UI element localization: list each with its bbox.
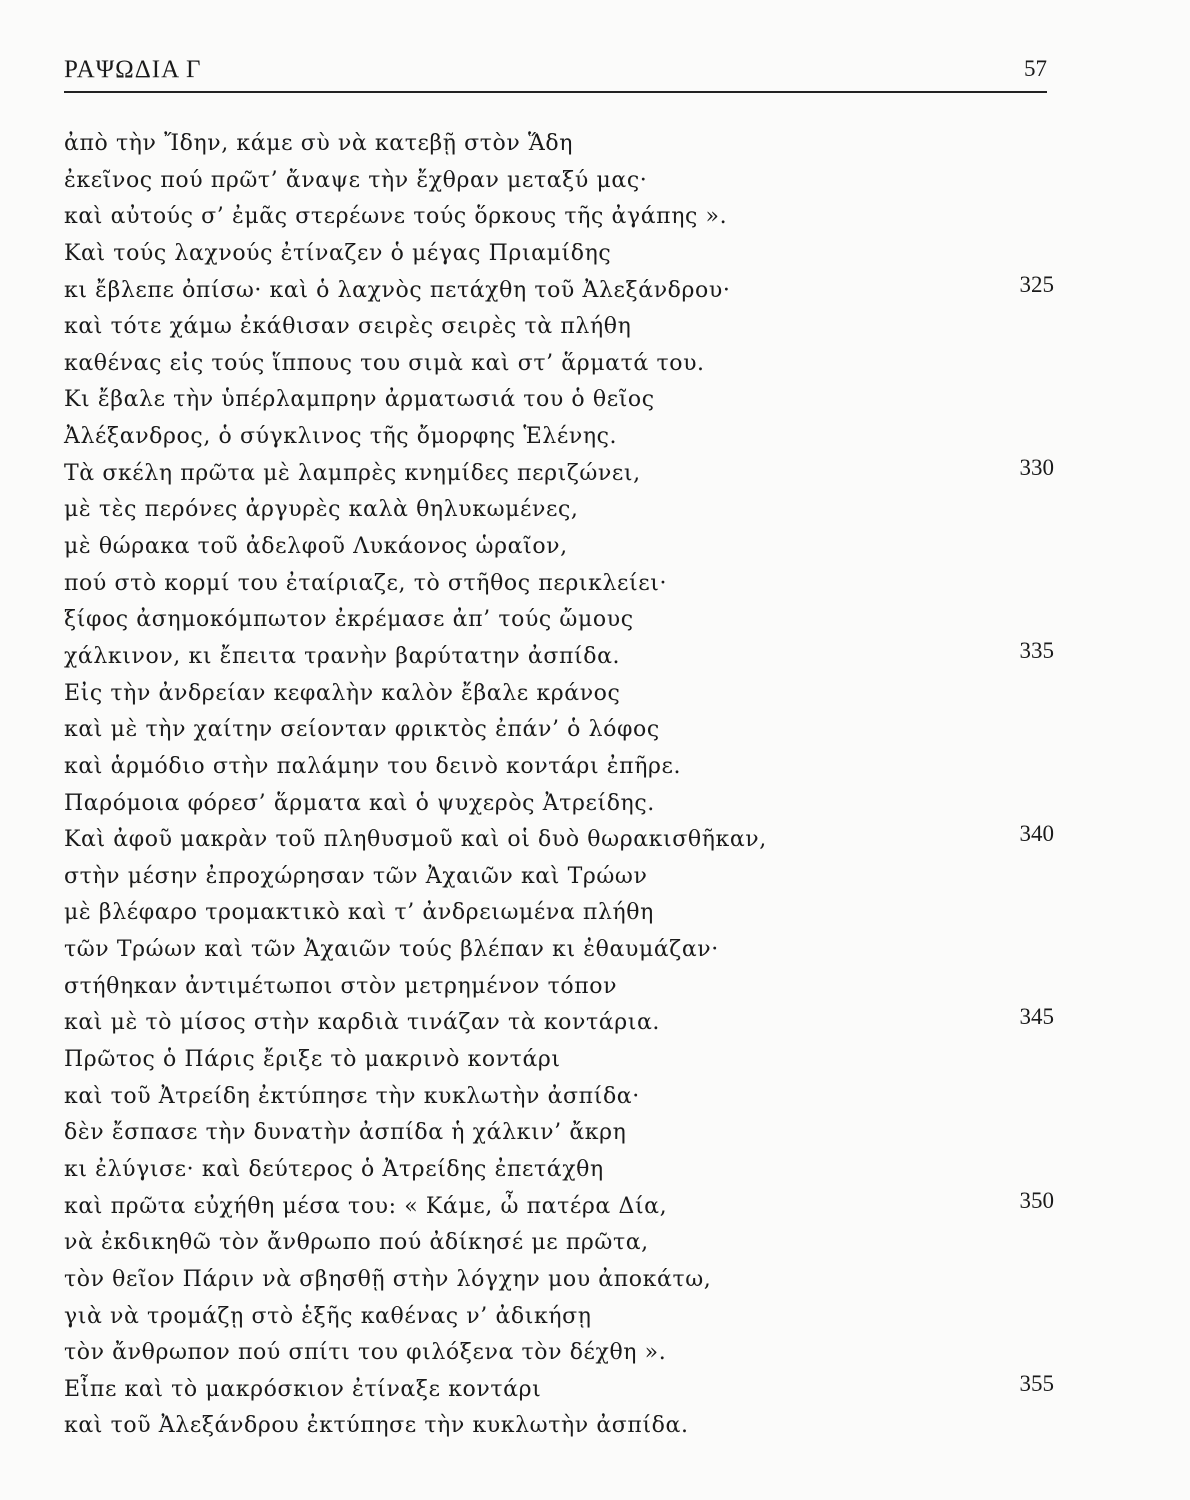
verse-line [64,529,1054,566]
verse-line [64,126,1054,163]
verse-text: ξίφος ἀσημοκόμπωτον ἐκρέμασε ἀπ’ τούς ὤμους [64,607,634,633]
verse-text: καὶ μὲ τὸ μίσος στὴν καρδιὰ τινάζαν τὰ κοντάρια. [64,1010,661,1036]
verse-line [64,1335,1054,1372]
verse-line [64,859,1054,896]
verse-text: καὶ πρῶτα εὐχήθη μέσα του: « Κάμε, ὦ πατέρα Δία, [64,1193,668,1219]
verse-line [64,1189,1054,1226]
verse-line [64,1005,1054,1042]
verse-line [64,602,1054,639]
verse-text: νὰ ἐκδικηθῶ τὸν ἄνθρωπο πού ἀδίκησέ με πρῶτα, [64,1230,649,1256]
verse-text: τῶν Τρώων καὶ τῶν Ἀχαιῶν τούς βλέπαν κι ἐθαυμάζαν· [64,937,719,963]
verse-text: Κι ἔβαλε τὴν ὑπέρλαμπρην ἀρματωσιά του ὁ θεῖος [64,387,655,413]
verse-line [64,1079,1054,1116]
verse-text: στήθηκαν ἀντιμέτωποι στὸν μετρημένον τόπον [64,973,618,999]
verse-line [64,163,1054,200]
verse-line [64,236,1054,273]
verse-line [64,419,1054,456]
verse-line [64,749,1054,786]
verse-text: καὶ ἁρμόδιο στὴν παλάμην του δεινὸ κοντάρι ἐπῆρε. [64,753,682,779]
verse-line [64,1408,1054,1445]
verse-text: μὲ θώρακα τοῦ ἀδελφοῦ Λυκάονος ὡραῖον, [64,534,568,560]
verse-line [64,492,1054,529]
verse-line [64,1225,1054,1262]
verse-text: Παρόμοια φόρεσ’ ἅρματα καὶ ὁ ψυχερὸς Ἀτρείδης. [64,790,655,816]
verse-text: καὶ μὲ τὴν χαίτην σείονταν φρικτὸς ἐπάν’ ὁ λόφος [64,717,660,743]
verse-line [64,895,1054,932]
verse-line [64,786,1054,823]
line-number: 355 [1019,1370,1054,1396]
page-number: 57 [1024,56,1047,81]
verse-line [64,822,1054,859]
verse-text: καθένας εἰς τούς ἵππους του σιμὰ καὶ στ’ ἅρματά του. [64,350,705,376]
verse-line [64,676,1054,713]
verse-text: κι ἔβλεπε ὀπίσω· καὶ ὁ λαχνὸς πετάχθη τοῦ Ἀλεξάνδρου· [64,277,731,303]
verse-line [64,639,1054,676]
line-number: 330 [1019,454,1054,480]
verse-line [64,1152,1054,1189]
verse-line [64,456,1054,493]
verse-text: τὸν θεῖον Πάριν νὰ σβησθῇ στὴν λόγχην μου ἀποκάτω, [64,1266,712,1292]
verse-line [64,1042,1054,1079]
verse-text: δὲν ἔσπασε τὴν δυνατὴν ἀσπίδα ἡ χάλκιν’ ἄκρη [64,1120,627,1146]
page-header [64,52,1047,92]
verse-line [64,1262,1054,1299]
verse-text: Τὰ σκέλη πρῶτα μὲ λαμπρὲς κνημίδες περιζώνει, [64,460,641,486]
verse-text: καὶ τοῦ Ἀλεξάνδρου ἐκτύπησε τὴν κυκλωτὴν ἀσπίδα. [64,1413,689,1439]
verse-line [64,346,1054,383]
verse-text: Εἰς τὴν ἀνδρείαν κεφαλὴν καλὸν ἔβαλε κράνος [64,680,621,706]
line-number: 340 [1019,821,1054,847]
verse-line [64,932,1054,969]
verse-text: πού στὸ κορμί του ἐταίριαζε, τὸ στῆθος περικλείει· [64,570,668,596]
running-title: ΡΑΨΩΔΙΑ Γ [64,56,202,83]
verse-text: τὸν ἄνθρωπον πού σπίτι του φιλόξενα τὸν δέχθη ». [64,1340,667,1366]
verse-text: καὶ τότε χάμω ἐκάθισαν σειρὲς σειρὲς τὰ πλήθη [64,314,632,340]
verse-text: μὲ βλέφαρο τρομακτικὸ καὶ τ’ ἀνδρειωμένα πλήθη [64,900,654,926]
verse-text: Ἀλέξανδρος, ὁ σύγκλινος τῆς ὄμορφης Ἑλένης. [64,424,618,450]
verse-line [64,199,1054,236]
header-rule [64,91,1047,93]
verse-line [64,309,1054,346]
verse-line [64,969,1054,1006]
line-number: 350 [1019,1187,1054,1213]
verse-line [64,382,1054,419]
verse-line [64,1299,1054,1336]
verse-line [64,1372,1054,1409]
line-number: 335 [1019,637,1054,663]
verse-text: στὴν μέσην ἐπροχώρησαν τῶν Ἀχαιῶν καὶ Τρώων [64,863,648,889]
verse-text: Εἶπε καὶ τὸ μακρόσκιον ἐτίναξε κοντάρι [64,1376,542,1402]
verse-text: Πρῶτος ὁ Πάρις ἔριξε τὸ μακρινὸ κοντάρι [64,1047,561,1073]
verse-text: Καὶ ἀφοῦ μακρὰν τοῦ πληθυσμοῦ καὶ οἱ δυὸ θωρακισθῆκαν, [64,827,767,853]
poem-text [64,126,1054,1445]
verse-text: χάλκινον, κι ἔπειτα τρανὴν βαρύτατην ἀσπίδα. [64,643,621,669]
verse-text: μὲ τὲς περόνες ἀργυρὲς καλὰ θηλυκωμένες, [64,497,579,523]
verse-line [64,273,1054,310]
verse-line [64,1115,1054,1152]
verse-text: Καὶ τούς λαχνούς ἐτίναζεν ὁ μέγας Πριαμίδης [64,240,612,266]
verse-text: γιὰ νὰ τρομάζῃ στὸ ἑξῆς καθένας ν’ ἀδικήσῃ [64,1303,592,1329]
verse-line [64,712,1054,749]
verse-line [64,566,1054,603]
line-number: 345 [1019,1004,1054,1030]
line-number: 325 [1019,271,1054,297]
verse-text: καὶ αὐτούς σ’ ἐμᾶς στερέωνε τούς ὅρκους τῆς ἀγάπης ». [64,204,728,230]
verse-text: ἐκεῖνος πού πρῶτ’ ἄναψε τὴν ἔχθραν μεταξύ μας· [64,167,648,193]
verse-text: κι ἐλύγισε· καὶ δεύτερος ὁ Ἀτρείδης ἐπετάχθη [64,1156,604,1182]
verse-text: καὶ τοῦ Ἀτρείδη ἐκτύπησε τὴν κυκλωτὴν ἀσπίδα· [64,1083,640,1109]
verse-text: ἀπὸ τὴν Ἴδην, κάμε σὺ νὰ κατεβῇ στὸν Ἅδη [64,131,573,156]
